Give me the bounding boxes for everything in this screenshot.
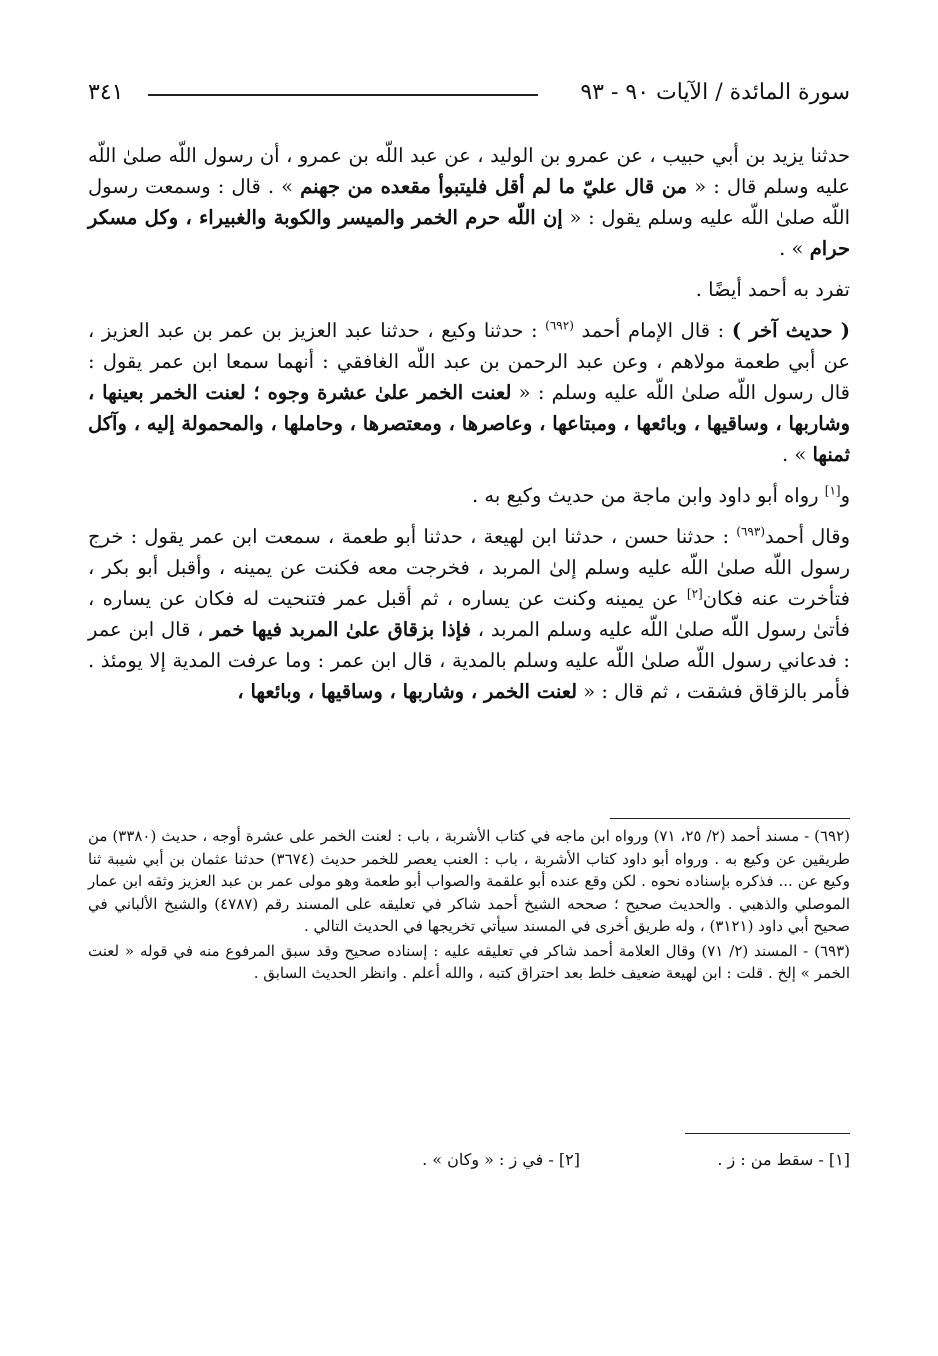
p5-text: : حدثنا حسن ، حدثنا ابن لهيعة ، حدثنا أبو طعمة ، سمعت ابن عمر يقول : خرج رسول اللّه صلىٰ اللّه عليه وسلم إلىٰ المربد ، فخرجت معه فكنت عن يمينه ، وأقبل أبو بكر ، فتأخرت عنه فكان	[88, 525, 850, 610]
p1-text: » . قال : وسمعت رسول اللّه صلىٰ اللّه عليه وسلم يقول : «	[88, 175, 850, 229]
hadith-quote: إن اللّه حرم الخمر والميسر والكوبة والغبيراء ، وكل مسكر حرام	[88, 206, 850, 260]
paragraph-4	[88, 480, 850, 511]
p5-text: وقال أحمد	[765, 525, 850, 548]
p5-text: ، قال ابن عمر : فدعاني رسول اللّه صلىٰ اللّه عليه وسلم بالمدية ، قال ابن عمر : وما عرفت المدية إلا يومئذ . فأمر بالزقاق فشقت ، ثم قال : «	[88, 618, 850, 703]
editorial-note-2: [٢] - في ز : « وكان » .	[422, 1150, 580, 1169]
section-label: ( حديث آخر )	[731, 319, 850, 342]
page-number: ٣٤١	[88, 80, 124, 105]
footnote-692: (٦٩٢) - مسند أحمد (٢/ ٢٥، ٧١) ورواه ابن ماجه في كتاب الأشربة ، باب : لعنت الخمر على عشرة أوجه ، حديث (٣٣٨٠) من طريقين عن وكيع به . ورواه أبو داود كتاب الأشربة ، باب : العنب يعصر للخمر حديث (٣٦٧٤) حدثنا عثمان بن أبي شيبة ثنا وكيع عن ... فذكره بإسناده نحوه . لكن وقع عنده أبو علقمة والصواب أبو طعمة وهو مولى عمر بن عبد العزيز وثقه ابن عمار الموصلي والذهبي . والحديث صحيح ؛ صححه الشيخ أحمد شاكر في تعليقه على المسند رقم (٤٧٨٧) والشيخ الألباني في صحيح أبي داود (٣١٢١) ، وله طريق أخرى في المسند سيأتي تخريجها في الحديث التالي .	[88, 827, 850, 935]
editorial-note-1: [١] - سقط من : ز .	[717, 1150, 850, 1169]
paragraph-5	[88, 521, 850, 707]
editorial-notes	[88, 1150, 850, 1180]
running-title: سورة المائدة / الآيات ٩٠ - ٩٣	[580, 80, 850, 105]
paragraph-2: تفرد به أحمد أيضًا .	[695, 278, 850, 301]
p3-text: » .	[781, 443, 813, 466]
footnote-separator	[610, 818, 850, 819]
footnotes	[88, 825, 850, 987]
editorial-separator	[685, 1133, 850, 1134]
footnote-ref: (٦٩٢)	[545, 318, 574, 333]
page-header	[88, 78, 850, 118]
p3-text: : حدثنا وكيع ، حدثنا عبد العزيز بن عمر بن عبد العزيز ، عن أبي طعمة مولاهم ، وعن عبد الرحمن بن عبد اللّه الغافقي : أنهما سمعا ابن عمر يقول : قال رسول اللّه صلىٰ اللّه عليه وسلم : «	[88, 319, 850, 404]
paragraph-1	[88, 140, 850, 264]
hadith-quote: من قال عليّ ما لم أقل فليتبوأ مقعده من جهنم	[300, 175, 688, 198]
footnote-ref: (٦٩٣)	[736, 524, 765, 539]
editorial-ref: [٢]	[686, 586, 703, 601]
p3-text: : قال الإمام أحمد	[573, 319, 732, 342]
p5-text: عن يمينه وكنت عن يساره ، ثم أقبل عمر فتنحيت له فكان عن يساره ، فأتىٰ رسول اللّه صلىٰ اللّه عليه وسلم المربد ،	[88, 587, 850, 641]
footnote-693: (٦٩٣) - المسند (٢/ ٧١) وقال العلامة أحمد شاكر في تعليقه عليه : إسناده صحيح وقد سبق المرفوع منه في قوله « لعنت الخمر » إلخ . قلت : ابن لهيعة ضعيف خلط بعد احتراق كتبه ، والله أعلم . وانظر الحديث السابق .	[88, 941, 850, 982]
header-rule	[148, 94, 538, 96]
hadith-quote: لعنت الخمر علىٰ عشرة وجوه ؛ لعنت الخمر بعينها ، وشاربها ، وساقيها ، وبائعها ، ومبتاعها ، وعاصرها ، ومعتصرها ، وحاملها ، والمحمولة إليه ، وآكل ثمنها	[88, 381, 850, 466]
bold-phrase: فإذا بزقاق علىٰ المربد فيها خمر	[210, 618, 471, 641]
editorial-ref: [١]	[824, 483, 841, 498]
paragraph-3	[88, 315, 850, 470]
hadith-quote: لعنت الخمر ، وشاربها ، وساقيها ، وبائعها ،	[237, 680, 578, 703]
p4-text: رواه أبو داود وابن ماجة من حديث وكيع به .	[471, 484, 825, 507]
p1-text: حدثنا يزيد بن أبي حبيب ، عن عمرو بن الوليد ، عن عبد اللّه بن عمرو ، أن رسول اللّه صلىٰ اللّه عليه وسلم قال : «	[88, 144, 851, 198]
p4-text: و	[840, 484, 850, 507]
p1-text: » .	[779, 237, 810, 260]
main-text	[88, 140, 850, 717]
